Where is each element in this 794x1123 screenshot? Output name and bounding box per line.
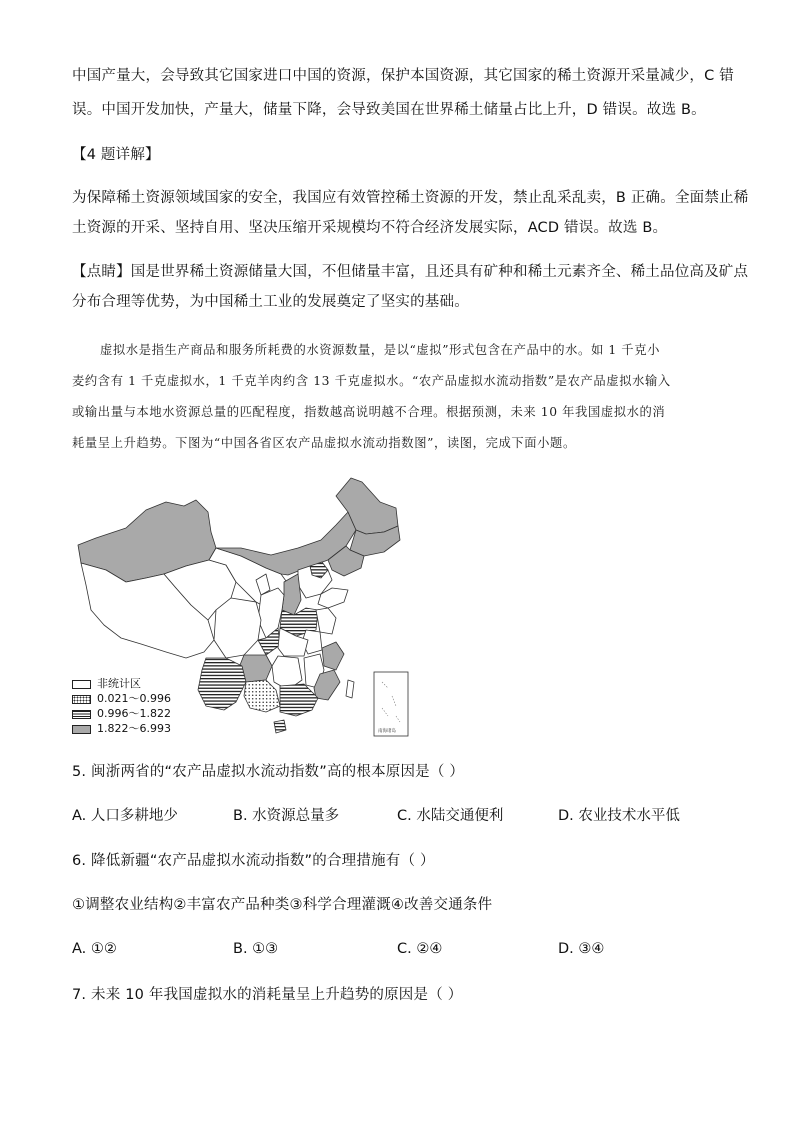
q6-option-c[interactable]: C. ②④	[397, 941, 443, 957]
answer-text-line: 中国产量大，会导致其它国家进口中国的资源，保护本国资源，其它国家的稀土资源开采量减少，C 错	[72, 68, 734, 84]
question-7-stem: 7. 未来 10 年我国虚拟水的消耗量呈上升趋势的原因是（ ）	[72, 987, 463, 1003]
q6-option-a[interactable]: A. ①②	[72, 941, 117, 957]
legend-item-non-statistical: 非统计区	[72, 677, 141, 691]
q4-explanation-line: 为保障稀土资源领域国家的安全，我国应有效管控稀土资源的开发，禁止乱采乱卖，B 正确。全面禁止稀	[72, 190, 749, 206]
legend-item-mid: 0.996～1.822	[72, 707, 171, 721]
q5-option-b[interactable]: B. 水资源总量多	[233, 808, 340, 824]
question-5-stem: 5. 闽浙两省的“农产品虚拟水流动指数”高的根本原因是（ ）	[72, 764, 465, 780]
legend-swatch-blank	[72, 680, 91, 689]
q5-option-a[interactable]: A. 人口多耕地少	[72, 808, 178, 824]
q4-heading: 【4 题详解】	[72, 147, 160, 163]
legend-swatch-gray	[72, 725, 91, 734]
q4-explanation-line: 土资源的开采、坚持自用、坚决压缩开采规模均不符合经济发展实际，ACD 错误。故选 B。	[72, 220, 668, 236]
tip-line: 分布合理等优势，为中国稀土工业的发展奠定了坚实的基础。	[72, 294, 469, 310]
legend-item-high: 1.822～6.993	[72, 722, 171, 736]
region-guangdong	[280, 684, 318, 716]
region-yunnan	[198, 658, 246, 710]
q6-option-b[interactable]: B. ①③	[233, 941, 279, 957]
legend-swatch-stripes	[72, 710, 91, 719]
region-guangxi	[244, 680, 280, 712]
q5-option-c[interactable]: C. 水陆交通便利	[397, 808, 504, 824]
region-zhejiang	[322, 642, 344, 670]
legend-item-low: 0.021～0.996	[72, 692, 171, 706]
region-jiangsu	[316, 608, 336, 634]
south-china-sea-inset	[374, 672, 408, 736]
passage-line: 虚拟水是指生产商品和服务所耗费的水资源数量，是以“虚拟”形式包含在产品中的水。如 1 千克小	[100, 343, 660, 357]
answer-text-line: 误。中国开发加快，产量大，储量下降，会导致美国在世界稀土储量占比上升，D 错误。故选 B。	[72, 102, 706, 118]
q5-option-d[interactable]: D. 农业技术水平低	[558, 808, 680, 824]
tip-line: 【点睛】国是世界稀土资源储量大国，不但储量丰富，且还具有矿种和稀土元素齐全、稀土品位高及矿点	[72, 264, 749, 280]
passage-line: 或输出量与本地水资源总量的匹配程度，指数越高说明越不合理。根据预测，未来 10 年我国虚拟水的消	[72, 405, 666, 419]
passage-line: 麦约含有 1 千克虚拟水，1 千克羊肉约含 13 千克虚拟水。“农产品虚拟水流动指数”是农产品虚拟水输入	[72, 374, 671, 388]
q6-option-d[interactable]: D. ③④	[558, 941, 605, 957]
question-6-stem: 6. 降低新疆“农产品虚拟水流动指数”的合理措施有（ ）	[72, 853, 435, 869]
region-taiwan	[346, 680, 354, 698]
region-hainan	[274, 720, 286, 733]
passage-line: 耗量呈上升趋势。下图为“中国各省区农产品虚拟水流动指数图”，读图，完成下面小题。	[72, 436, 576, 450]
inset-label: 南海诸岛	[378, 729, 396, 734]
legend-swatch-dots	[72, 695, 91, 704]
region-sichuan	[214, 598, 261, 658]
question-6-items: ①调整农业结构②丰富农产品种类③科学合理灌溉④改善交通条件	[72, 897, 493, 913]
